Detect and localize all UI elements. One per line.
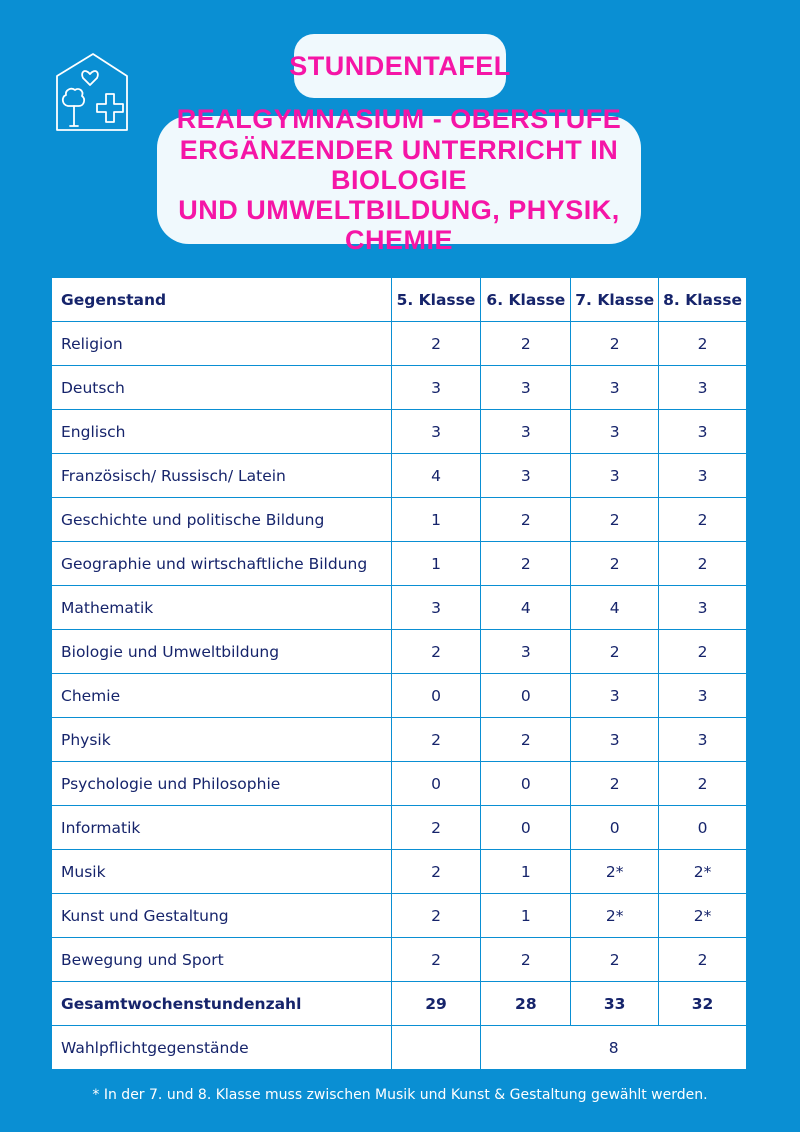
hours-cell: 2*	[571, 894, 659, 938]
elective-cell-5	[391, 1026, 481, 1070]
total-label: Gesamtwochenstundenzahl	[52, 982, 392, 1026]
table-row	[52, 542, 747, 586]
hours-cell: 3	[391, 586, 481, 630]
hours-cell: 2*	[571, 850, 659, 894]
hours-cell: 3	[481, 366, 571, 410]
table-row	[52, 762, 747, 806]
column-header: Gegenstand	[52, 278, 392, 322]
total-cell: 28	[481, 982, 571, 1026]
hours-cell: 2	[571, 498, 659, 542]
table-row	[52, 366, 747, 410]
footnote: * In der 7. und 8. Klasse muss zwischen Musik und Kunst & Gestaltung gewählt werden.	[92, 1087, 708, 1103]
hours-cell: 3	[659, 366, 747, 410]
hours-cell: 2	[571, 322, 659, 366]
hours-cell: 0	[481, 674, 571, 718]
hours-cell: 2	[571, 938, 659, 982]
subject-cell: Informatik	[52, 806, 392, 850]
subject-cell: Religion	[52, 322, 392, 366]
elective-label: Wahlpflichtgegenstände	[52, 1026, 392, 1070]
elective-row	[52, 1026, 747, 1070]
table-row	[52, 454, 747, 498]
hours-cell: 2*	[659, 850, 747, 894]
hours-cell: 0	[659, 806, 747, 850]
hours-cell: 2	[391, 322, 481, 366]
subject-cell: Psychologie und Philosophie	[52, 762, 392, 806]
hours-cell: 3	[659, 410, 747, 454]
hours-cell: 3	[391, 410, 481, 454]
table-row	[52, 806, 747, 850]
column-header: 8. Klasse	[659, 278, 747, 322]
hours-cell: 3	[659, 454, 747, 498]
subject-cell: Mathematik	[52, 586, 392, 630]
subject-cell: Physik	[52, 718, 392, 762]
hours-cell: 3	[481, 454, 571, 498]
hours-cell: 2	[659, 498, 747, 542]
subject-cell: Kunst und Gestaltung	[52, 894, 392, 938]
hours-cell: 3	[571, 410, 659, 454]
header-row	[52, 278, 747, 322]
hours-cell: 2	[481, 718, 571, 762]
subject-cell: Bewegung und Sport	[52, 938, 392, 982]
title-line: REALGYMNASIUM - OBERSTUFE	[176, 104, 622, 135]
table-row	[52, 410, 747, 454]
page-title	[157, 104, 641, 256]
title-line: ERGÄNZENDER UNTERRICHT IN BIOLOGIE	[179, 134, 619, 195]
hours-cell: 2	[391, 938, 481, 982]
elective-cell-6-8: 8	[481, 1026, 747, 1070]
subject-cell: Chemie	[52, 674, 392, 718]
hours-cell: 2	[659, 322, 747, 366]
hours-cell: 3	[571, 718, 659, 762]
hours-cell: 2	[391, 850, 481, 894]
hours-cell: 4	[391, 454, 481, 498]
table-row	[52, 586, 747, 630]
table-row	[52, 630, 747, 674]
hours-cell: 2	[571, 630, 659, 674]
hours-cell: 0	[481, 762, 571, 806]
hours-cell: 2	[391, 806, 481, 850]
table-row	[52, 498, 747, 542]
hours-cell: 2	[659, 938, 747, 982]
hours-cell: 2	[391, 630, 481, 674]
column-header: 5. Klasse	[391, 278, 481, 322]
hours-cell: 3	[391, 366, 481, 410]
table-row	[52, 674, 747, 718]
column-header: 6. Klasse	[481, 278, 571, 322]
subject-cell: Biologie und Umweltbildung	[52, 630, 392, 674]
hours-cell: 2	[571, 542, 659, 586]
hours-cell: 3	[481, 410, 571, 454]
subject-cell: Französisch/ Russisch/ Latein	[52, 454, 392, 498]
hours-cell: 2*	[659, 894, 747, 938]
title-line: UND UMWELTBILDUNG, PHYSIK, CHEMIE	[178, 195, 620, 256]
hours-cell: 2	[659, 630, 747, 674]
table-row	[52, 718, 747, 762]
timetable	[51, 277, 747, 1070]
hours-cell: 3	[659, 718, 747, 762]
total-cell: 33	[571, 982, 659, 1026]
subject-cell: Geschichte und politische Bildung	[52, 498, 392, 542]
hours-cell: 3	[659, 674, 747, 718]
hours-cell: 2	[659, 542, 747, 586]
total-row	[52, 982, 747, 1026]
hours-cell: 3	[571, 454, 659, 498]
hours-cell: 2	[481, 322, 571, 366]
hours-cell: 2	[391, 894, 481, 938]
hours-cell: 1	[481, 894, 571, 938]
hours-cell: 3	[481, 630, 571, 674]
hours-cell: 2	[571, 762, 659, 806]
hours-cell: 2	[659, 762, 747, 806]
hours-cell: 4	[571, 586, 659, 630]
hours-cell: 3	[571, 366, 659, 410]
hours-cell: 0	[481, 806, 571, 850]
total-cell: 32	[659, 982, 747, 1026]
hours-cell: 0	[391, 674, 481, 718]
subject-cell: Deutsch	[52, 366, 392, 410]
table-row	[52, 894, 747, 938]
table-row	[52, 322, 747, 366]
subject-cell: Geographie und wirtschaftliche Bildung	[52, 542, 392, 586]
column-header: 7. Klasse	[571, 278, 659, 322]
hours-cell: 2	[391, 718, 481, 762]
subject-cell: Musik	[52, 850, 392, 894]
hours-cell: 2	[481, 938, 571, 982]
hours-cell: 3	[571, 674, 659, 718]
total-cell: 29	[391, 982, 481, 1026]
stundentafel-label: STUNDENTAFEL	[294, 34, 506, 98]
house-heart-tree-cross-icon	[52, 50, 138, 136]
hours-cell: 2	[481, 542, 571, 586]
subject-cell: Englisch	[52, 410, 392, 454]
table-row	[52, 850, 747, 894]
hours-cell: 2	[481, 498, 571, 542]
hours-cell: 0	[571, 806, 659, 850]
hours-cell: 1	[391, 498, 481, 542]
hours-cell: 1	[391, 542, 481, 586]
hours-cell: 3	[659, 586, 747, 630]
hours-cell: 1	[481, 850, 571, 894]
hours-cell: 0	[391, 762, 481, 806]
table-row	[52, 938, 747, 982]
hours-cell: 4	[481, 586, 571, 630]
